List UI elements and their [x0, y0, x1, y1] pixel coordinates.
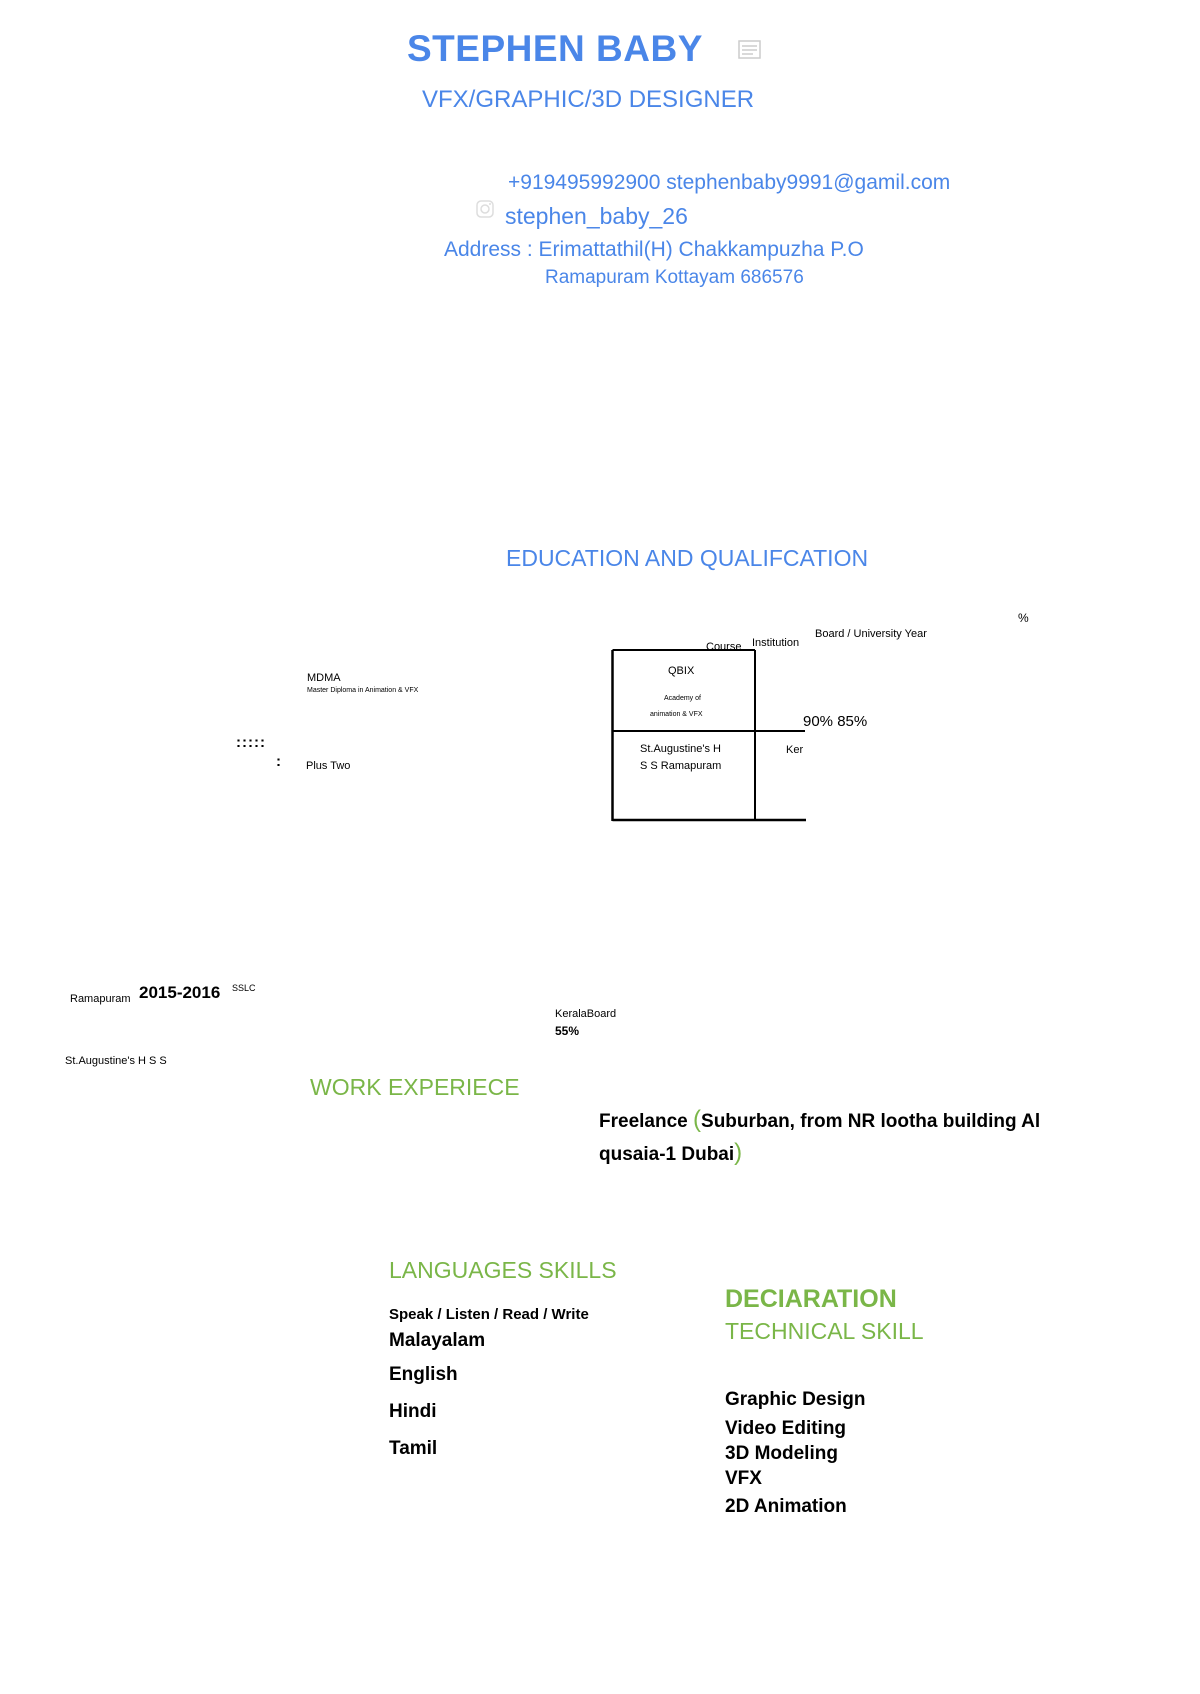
close-paren: ) [734, 1139, 743, 1166]
skill-item: Graphic Design [725, 1389, 866, 1410]
education-heading: EDUCATION AND QUALIFCATION [506, 545, 869, 571]
course-header: Course [706, 641, 742, 653]
document-icon [737, 37, 762, 62]
technical-skill-heading: TECHNICAL SKILL [725, 1318, 924, 1344]
freelance-entry [599, 1104, 1079, 1170]
percent-values-text: 90% 85% [803, 713, 868, 730]
languages-heading: LANGUAGES SKILLS [389, 1257, 617, 1283]
work-heading: WORK EXPERIECE [310, 1074, 520, 1100]
education-table-grid [611, 649, 806, 822]
qbix-sub-2: animation & VFX [650, 711, 703, 718]
year-label: 2015-2016 [139, 983, 221, 1002]
skill-item: 2D Animation [725, 1496, 847, 1517]
colon-mark: : [276, 753, 281, 770]
kerala-board-label: KeralaBoard [555, 1008, 617, 1020]
languages-subtitle: Speak / Listen / Read / Write [389, 1306, 589, 1323]
name-heading: STEPHEN BABY [407, 28, 703, 69]
qbix-sub-1: Academy of [664, 695, 701, 702]
role-subtitle: VFX/GRAPHIC/3D DESIGNER [422, 86, 755, 113]
percent-values [803, 713, 867, 730]
skill-item: 3D Modeling [725, 1443, 838, 1464]
freelance-detail: Suburban, from NR lootha building Al qusaia-1 Dubai [599, 1111, 1041, 1165]
declaration-heading: DECIARATION [725, 1285, 897, 1313]
ker-label: Ker [786, 744, 804, 756]
language-item: Tamil [389, 1438, 438, 1459]
skill-item: Video Editing [725, 1418, 847, 1439]
open-paren: ( [693, 1106, 702, 1133]
language-item: English [389, 1364, 458, 1385]
plus-two-label: Plus Two [306, 760, 351, 772]
address-line-2: Ramapuram Kottayam 686576 [545, 267, 804, 288]
freelance-label: Freelance [599, 1111, 688, 1132]
address-line-1: Address : Erimattathil(H) Chakkampuzha P.O [444, 238, 864, 261]
instagram-handle: stephen_baby_26 [505, 203, 688, 229]
percent-55-label: 55% [555, 1024, 580, 1038]
qbix-label: QBIX [668, 665, 695, 677]
dots-mark: ::::: [236, 734, 266, 751]
skill-item: VFX [725, 1468, 762, 1489]
mdma-full-label: Master Diploma in Animation & VFX [307, 687, 419, 694]
st-augustine-line-2: S S Ramapuram [640, 760, 722, 772]
instagram-icon [475, 199, 495, 219]
st-augustine-hss-label: St.Augustine's H S S [65, 1055, 167, 1067]
institution-header: Institution [752, 637, 800, 649]
mdma-label: MDMA [307, 672, 341, 684]
language-item: Malayalam [389, 1330, 486, 1351]
language-item: Hindi [389, 1401, 437, 1422]
st-augustine-line-1: St.Augustine's H [640, 743, 721, 755]
contact-phone-email: +919495992900 stephenbaby9991@gamil.com [508, 171, 951, 194]
sslc-label: SSLC [232, 983, 256, 993]
board-year-header: Board / University Year [815, 628, 927, 640]
percent-header: % [1018, 611, 1029, 625]
ramapuram-label: Ramapuram [70, 993, 131, 1005]
